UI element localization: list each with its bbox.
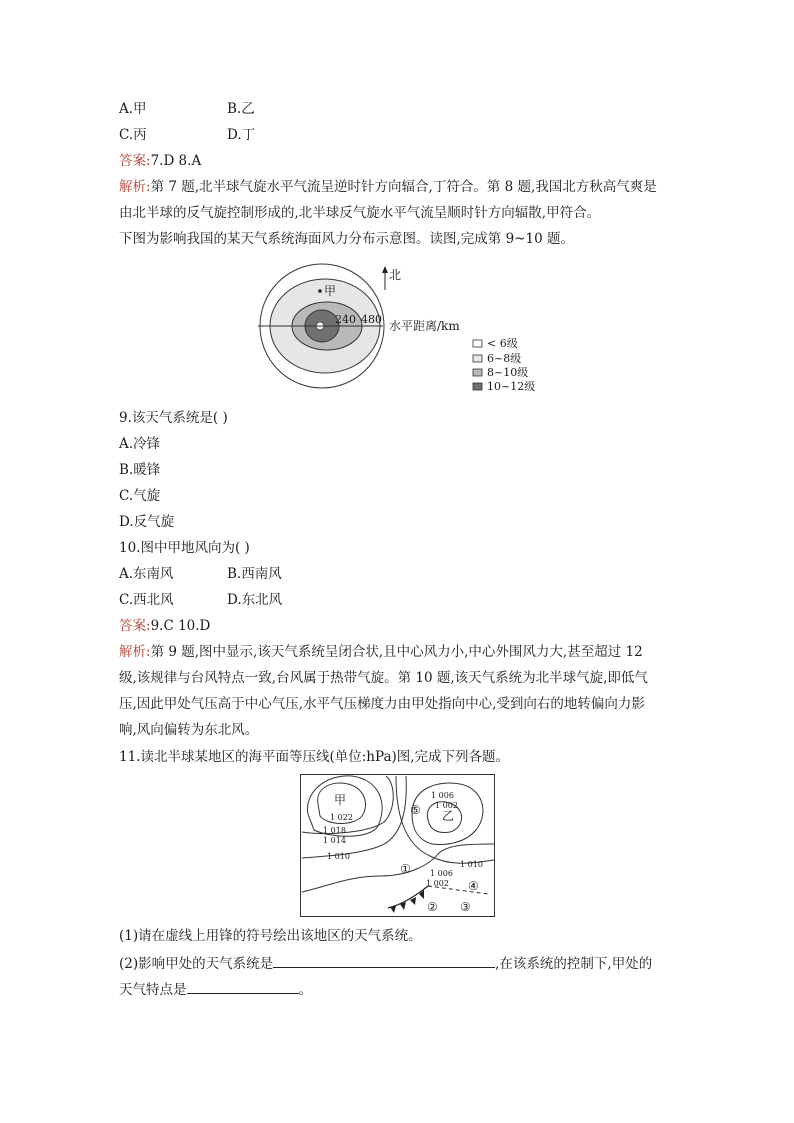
q9-option-a[interactable]: A.冷锋: [119, 436, 161, 452]
mark-2: ②: [427, 900, 438, 914]
q9-option-d[interactable]: D.反气旋: [119, 514, 175, 530]
intro-9-10: 下图为影响我国的某天气系统海面风力分布示意图。读图,完成第 9~10 题。: [119, 231, 574, 247]
q78-option-c: C.丙: [119, 127, 147, 143]
q78-option-row-2: [119, 126, 256, 144]
answer-label: 答案:: [119, 618, 151, 634]
legend-label-10-12: 10~12级: [487, 380, 536, 393]
explanation-7-8-line-1: [119, 178, 657, 196]
answer-7-8: [119, 152, 201, 170]
legend-swatch-lt6: [473, 340, 482, 347]
q10-option-b[interactable]: B.西南风: [227, 566, 282, 582]
q9-stem: 9.该天气系统是( ): [119, 410, 228, 426]
iso-label-1006-top: 1 006: [431, 791, 454, 800]
explanation-9-10-line-2: 级,该规律与台风特点一致,台风属于热带气旋。第 10 题,该天气系统为北半球气旋,即低气: [119, 670, 648, 686]
answer-label: 答案:: [119, 153, 151, 169]
mark-4: ④: [468, 879, 479, 893]
label-240: 240: [335, 313, 356, 326]
q10-option-row-1: [119, 565, 282, 583]
explanation-7-8-line-2: 由北半球的反气旋控制形成的,北半球反气旋水平气流呈顺时针方向辐散,甲符合。: [119, 205, 601, 221]
iso-label-1014: 1 014: [323, 836, 346, 845]
iso-label-1022: 1 022: [330, 813, 353, 822]
q11-sub2-text-c: 天气特点是: [119, 982, 187, 998]
q11-sub2-text-a: (2)影响甲处的天气系统是: [119, 956, 274, 972]
explanation-label: 解析:: [119, 644, 151, 660]
north-arrow-head: [382, 266, 388, 273]
q9-option-c[interactable]: C.气旋: [119, 488, 161, 504]
explanation-9-10-line-3: 压,因此甲处气压高于中心气压,水平气压梯度力由甲处指向中心,受到向右的地转偏向力影: [119, 696, 645, 712]
legend-label-lt6: < 6级: [487, 337, 518, 350]
q10-option-d[interactable]: D.东北风: [227, 592, 283, 608]
mark-3: ③: [460, 900, 471, 914]
answer-9-10: [119, 617, 210, 635]
legend-label-8-10: 8~10级: [487, 366, 529, 379]
iso-label-1010-right: 1 010: [460, 860, 483, 869]
q78-option-a: A.甲: [119, 101, 147, 117]
isobar-map: [300, 774, 496, 918]
label-480: 480: [361, 313, 382, 326]
iso-label-1002-top: 1 002: [435, 801, 458, 810]
q78-option-d: D.丁: [227, 127, 256, 143]
label-jia: 甲: [334, 793, 347, 807]
iso-label-1002-bottom: 1 002: [426, 879, 449, 888]
q11-sub2-line-1: [119, 953, 652, 973]
q11-sub2-text-d: 。: [298, 982, 312, 998]
q9-option-b[interactable]: B.暖锋: [119, 462, 161, 478]
iso-label-1006-bottom: 1 006: [430, 869, 453, 878]
answer-blank-system[interactable]: [273, 953, 495, 968]
legend-swatch-8-10: [473, 369, 482, 376]
point-jia: [318, 289, 322, 293]
q11-sub2-text-b: ,在该系统的控制下,甲处的: [495, 956, 653, 972]
explanation-text: 第 9 题,图中显示,该天气系统呈闭合状,且中心风力小,中心外围风力大,甚至超过 12: [150, 644, 643, 660]
answer-blank-weather[interactable]: [187, 979, 299, 994]
label-yi: 乙: [442, 809, 455, 823]
answer-text: 9.C 10.D: [150, 618, 211, 634]
legend-swatch-6-8: [473, 355, 482, 362]
q78-option-b: B.乙: [227, 101, 255, 117]
point-jia-label: 甲: [324, 284, 337, 298]
iso-label-1018: 1 018: [323, 826, 346, 835]
wind-force-figure: [255, 262, 555, 398]
iso-label-1010: 1 010: [327, 852, 350, 861]
explanation-text: 第 7 题,北半球气旋水平气流呈逆时针方向辐合,丁符合。第 8 题,我国北方秋高气爽是: [150, 179, 657, 195]
q10-option-row-2: [119, 591, 283, 609]
north-label: 北: [389, 268, 402, 282]
legend-swatch-10-12: [473, 383, 482, 390]
q11-sub2-line-2: [119, 979, 312, 999]
mark-5: ⑤: [410, 803, 421, 817]
q10-stem: 10.图中甲地风向为( ): [119, 540, 250, 556]
q11-sub1: (1)请在虚线上用锋的符号绘出该地区的天气系统。: [119, 928, 422, 944]
explanation-9-10-line-1: [119, 643, 643, 661]
axis-label: 水平距离/km: [389, 319, 460, 333]
answer-text: 7.D 8.A: [150, 153, 202, 169]
q10-option-a[interactable]: A.东南风: [119, 566, 174, 582]
q78-option-row-1: [119, 100, 255, 118]
q11-stem: 11.读北半球某地区的海平面等压线(单位:hPa)图,完成下列各题。: [119, 749, 510, 765]
map-frame: [301, 775, 495, 917]
q10-option-c[interactable]: C.西北风: [119, 592, 174, 608]
explanation-9-10-line-4: 响,风向偏转为东北风。: [119, 722, 259, 738]
explanation-label: 解析:: [119, 179, 151, 195]
legend-label-6-8: 6~8级: [487, 352, 522, 365]
mark-1: ①: [400, 862, 411, 876]
